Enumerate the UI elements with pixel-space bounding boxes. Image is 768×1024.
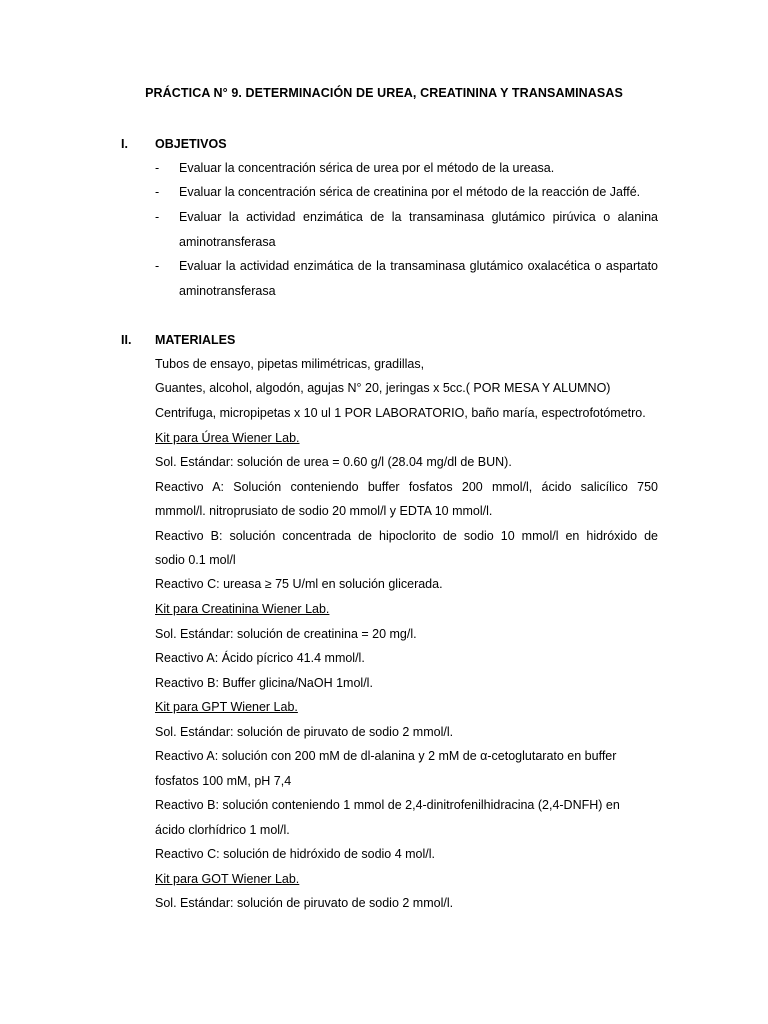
materials-line: Reactivo A: Ácido pícrico 41.4 mmol/l. bbox=[155, 651, 365, 665]
materials-line: Sol. Estándar: solución de creatinina = 20 mg/l. bbox=[155, 627, 417, 641]
section-1-number: I. bbox=[121, 137, 128, 151]
materials-line: Reactivo B: Buffer glicina/NaOH 1mol/l. bbox=[155, 676, 373, 690]
bullet-dash: - bbox=[155, 185, 160, 199]
materials-line: Reactivo B: solución conteniendo 1 mmol de 2,4-dinitrofenilhidracina (2,4-DNFH) en bbox=[155, 798, 620, 812]
materials-line: Reactivo C: ureasa ≥ 75 U/ml en solución glicerada. bbox=[155, 577, 443, 591]
page-title: PRÁCTICA N° 9. DETERMINACIÓN DE UREA, CREATININA Y TRANSAMINASAS bbox=[145, 86, 623, 100]
objective-item-continuation: aminotransferasa bbox=[179, 235, 276, 249]
objective-item: Evaluar la actividad enzimática de la transaminasa glutámico oxalacética o aspartato bbox=[179, 259, 658, 273]
objective-item-continuation: aminotransferasa bbox=[179, 284, 276, 298]
kit-heading-creatinina: Kit para Creatinina Wiener Lab. bbox=[155, 602, 330, 616]
materials-line: fosfatos 100 mM, pH 7,4 bbox=[155, 774, 292, 788]
section-2-number: II. bbox=[121, 333, 132, 347]
materials-line: Reactivo A: solución con 200 mM de dl-alanina y 2 mM de α-cetoglutarato en buffer bbox=[155, 749, 617, 763]
kit-heading-gpt: Kit para GPT Wiener Lab. bbox=[155, 700, 298, 714]
materials-line: Reactivo C: solución de hidróxido de sodio 4 mol/l. bbox=[155, 847, 436, 861]
materials-line: ácido clorhídrico 1 mol/l. bbox=[155, 823, 290, 837]
kit-heading-urea: Kit para Úrea Wiener Lab. bbox=[155, 431, 300, 445]
materials-line: Sol. Estándar: solución de urea = 0.60 g/l (28.04 mg/dl de BUN). bbox=[155, 455, 512, 469]
objective-item: Evaluar la actividad enzimática de la transaminasa glutámico pirúvica o alanina bbox=[179, 210, 658, 224]
kit-heading-got: Kit para GOT Wiener Lab. bbox=[155, 872, 300, 886]
materials-line: Tubos de ensayo, pipetas milimétricas, gradillas, bbox=[155, 357, 425, 371]
objective-item: Evaluar la concentración sérica de urea por el método de la ureasa. bbox=[179, 161, 555, 175]
materials-line: Centrifuga, micropipetas x 10 ul 1 POR LABORATORIO, baño maría, espectrofotómetro. bbox=[155, 406, 646, 420]
materials-line: Sol. Estándar: solución de piruvato de sodio 2 mmol/l. bbox=[155, 896, 454, 910]
materials-line: Sol. Estándar: solución de piruvato de sodio 2 mmol/l. bbox=[155, 725, 454, 739]
section-1-heading: OBJETIVOS bbox=[155, 137, 227, 151]
bullet-dash: - bbox=[155, 259, 160, 273]
materials-line: sodio 0.1 mol/l bbox=[155, 553, 236, 567]
section-2-heading: MATERIALES bbox=[155, 333, 236, 347]
materials-line: mmmol/l. nitroprusiato de sodio 20 mmol/l y EDTA 10 mmol/l. bbox=[155, 504, 493, 518]
bullet-dash: - bbox=[155, 161, 160, 175]
bullet-dash: - bbox=[155, 210, 160, 224]
materials-line: Guantes, alcohol, algodón, agujas N° 20, jeringas x 5cc.( POR MESA Y ALUMNO) bbox=[155, 381, 611, 395]
materials-line: Reactivo A: Solución conteniendo buffer fosfatos 200 mmol/l, ácido salicílico 750 bbox=[155, 480, 658, 494]
materials-line: Reactivo B: solución concentrada de hipoclorito de sodio 10 mmol/l en hidróxido de bbox=[155, 529, 658, 543]
objective-item: Evaluar la concentración sérica de creatinina por el método de la reacción de Jaffé. bbox=[179, 185, 641, 199]
